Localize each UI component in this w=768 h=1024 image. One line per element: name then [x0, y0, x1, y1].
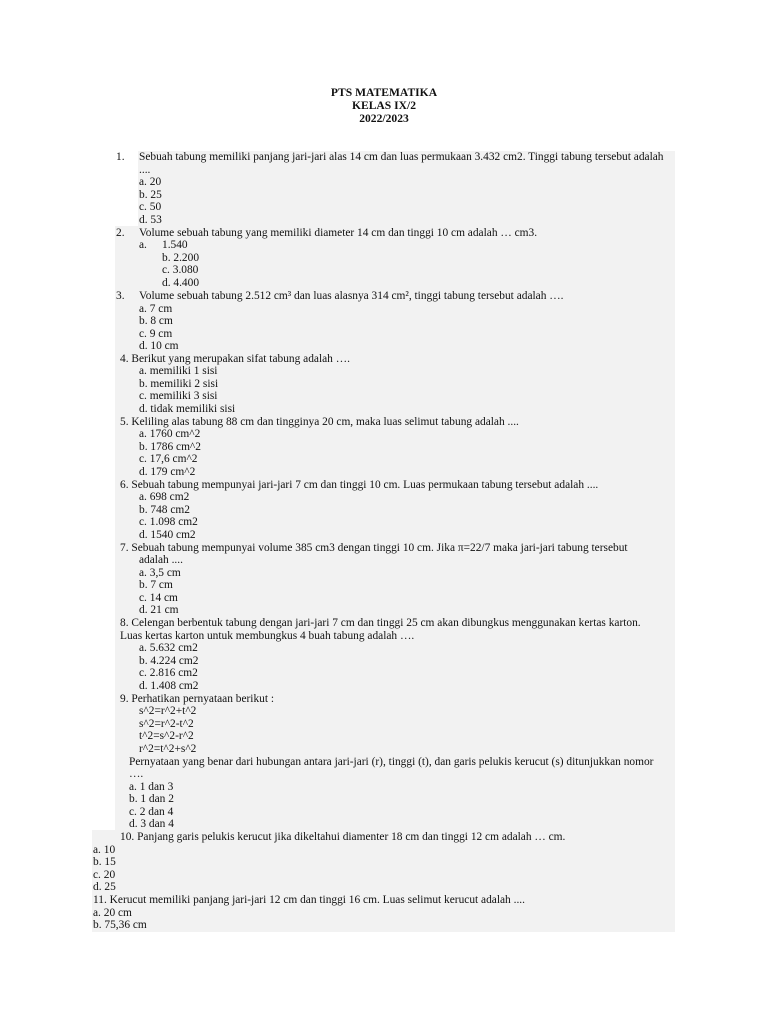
answer-option: d. 4.400 — [162, 277, 200, 289]
answer-option: b. 8 cm — [139, 315, 173, 327]
answer-option: c. 9 cm — [139, 328, 173, 340]
answer-option: c. 20 — [93, 869, 116, 881]
question-text: 10. Panjang garis pelukis kerucut jika dikeltahui diamenter 18 cm dan tinggi 12 cm adalah … cm. — [120, 831, 566, 843]
answer-option: a. 698 cm2 — [139, 491, 190, 503]
answer-option: a. 1 dan 3 — [129, 781, 174, 793]
answer-option: c. 1.098 cm2 — [139, 516, 198, 528]
question-text-continued: Pernyataan yang benar dari hubungan antara jari-jari (r), tinggi (t), dan garis pelukis kerucut (s) ditunjukkan nomor — [129, 756, 654, 768]
statement: t^2=s^2-r^2 — [139, 730, 194, 742]
document-title: PTS MATEMATIKA — [330, 86, 438, 99]
answer-option: c. 14 cm — [139, 592, 178, 604]
question-text: Volume sebuah tabung yang memiliki diameter 14 cm dan tinggi 10 cm adalah … cm3. — [139, 227, 538, 239]
answer-option-letter: a. — [139, 239, 147, 251]
answer-option: a. 3,5 cm — [139, 567, 181, 579]
answer-option: a. 5.632 cm2 — [139, 642, 198, 654]
answer-option: b. 75,36 cm — [93, 919, 147, 931]
answer-option: d. 25 — [93, 881, 116, 893]
answer-option: d. 1540 cm2 — [139, 529, 196, 541]
document-class: KELAS IX/2 — [351, 99, 417, 112]
answer-option: b. 1 dan 2 — [129, 793, 174, 805]
question-number: 1. — [116, 151, 125, 163]
shaded-block-q1-options — [138, 164, 675, 226]
question-text: 6. Sebuah tabung mempunyai jari-jari 7 cm dan tinggi 10 cm. Luas permukaan tabung tersebut adalah .... — [120, 479, 599, 491]
answer-option: b. 1786 cm^2 — [139, 441, 201, 453]
answer-option: a. 20 cm — [93, 907, 132, 919]
answer-option-value: 1.540 — [162, 239, 188, 251]
answer-option: b. 2.200 — [162, 252, 200, 264]
answer-option: c. 3.080 — [162, 264, 199, 276]
answer-option: d. 1.408 cm2 — [139, 680, 199, 692]
answer-option: c. 2 dan 4 — [129, 806, 174, 818]
answer-option: a. memiliki 1 sisi — [139, 365, 218, 377]
answer-option: c. 2.816 cm2 — [139, 667, 198, 679]
question-text-continued: Luas kertas karton untuk membungkus 4 buah tabung adalah …. — [120, 630, 415, 642]
question-text-continued: …. — [129, 768, 144, 780]
answer-option: d. 179 cm^2 — [139, 466, 196, 478]
answer-option: d. 10 cm — [139, 340, 179, 352]
question-text: 11. Kerucut memiliki panjang jari-jari 12 cm dan tinggi 16 cm. Luas selimut kerucut adalah .... — [93, 894, 525, 906]
question-text-continued: .... — [139, 164, 151, 176]
question-text: 9. Perhatikan pernyataan berikut : — [120, 693, 275, 705]
answer-option: b. 25 — [139, 189, 162, 201]
answer-option: a. 7 cm — [139, 303, 173, 315]
question-text: 5. Keliling alas tabung 88 cm dan tingginya 20 cm, maka luas selimut tabung adalah .... — [120, 416, 519, 428]
answer-option: a. 1760 cm^2 — [139, 428, 201, 440]
statement: r^2=t^2+s^2 — [139, 743, 197, 755]
answer-option: c. 50 — [139, 201, 162, 213]
answer-option: d. tidak memiliki sisi — [139, 403, 236, 415]
question-text: 4. Berikut yang merupakan sifat tabung adalah …. — [120, 353, 350, 365]
answer-option: b. 4.224 cm2 — [139, 655, 199, 667]
question-number: 3. — [116, 290, 125, 302]
statement: s^2=r^2-t^2 — [139, 718, 194, 730]
answer-option: b. memiliki 2 sisi — [139, 378, 219, 390]
question-text-continued: adalah .... — [139, 554, 183, 566]
answer-option: a. 10 — [93, 844, 116, 856]
question-text: 7. Sebuah tabung mempunyai volume 385 cm3 dengan tinggi 10 cm. Jika π=22/7 maka jari-jari tabung tersebut — [120, 542, 628, 554]
answer-option: d. 53 — [139, 214, 162, 226]
answer-option: b. 15 — [93, 856, 116, 868]
statement: s^2=r^2+t^2 — [139, 705, 197, 717]
question-text: Volume sebuah tabung 2.512 cm³ dan luas alasnya 314 cm², tinggi tabung tersebut adalah …. — [139, 290, 564, 302]
answer-option: c. 17,6 cm^2 — [139, 453, 198, 465]
answer-option: b. 7 cm — [139, 579, 173, 591]
question-number: 2. — [116, 227, 125, 239]
answer-option: d. 3 dan 4 — [129, 818, 174, 830]
document-year: 2022/2023 — [359, 112, 409, 125]
answer-option: d. 21 cm — [139, 604, 179, 616]
question-text: 8. Celengan berbentuk tabung dengan jari-jari 7 cm dan tinggi 25 cm akan dibungkus menggunakan kertas karton. — [120, 617, 641, 629]
answer-option: a. 20 — [139, 176, 162, 188]
answer-option: b. 748 cm2 — [139, 504, 190, 516]
shaded-block-q10-11 — [92, 830, 675, 932]
answer-option: c. memiliki 3 sisi — [139, 390, 218, 402]
question-text: Sebuah tabung memiliki panjang jari-jari alas 14 cm dan luas permukaan 3.432 cm2. Tinggi tabung tersebut adalah — [139, 151, 664, 163]
